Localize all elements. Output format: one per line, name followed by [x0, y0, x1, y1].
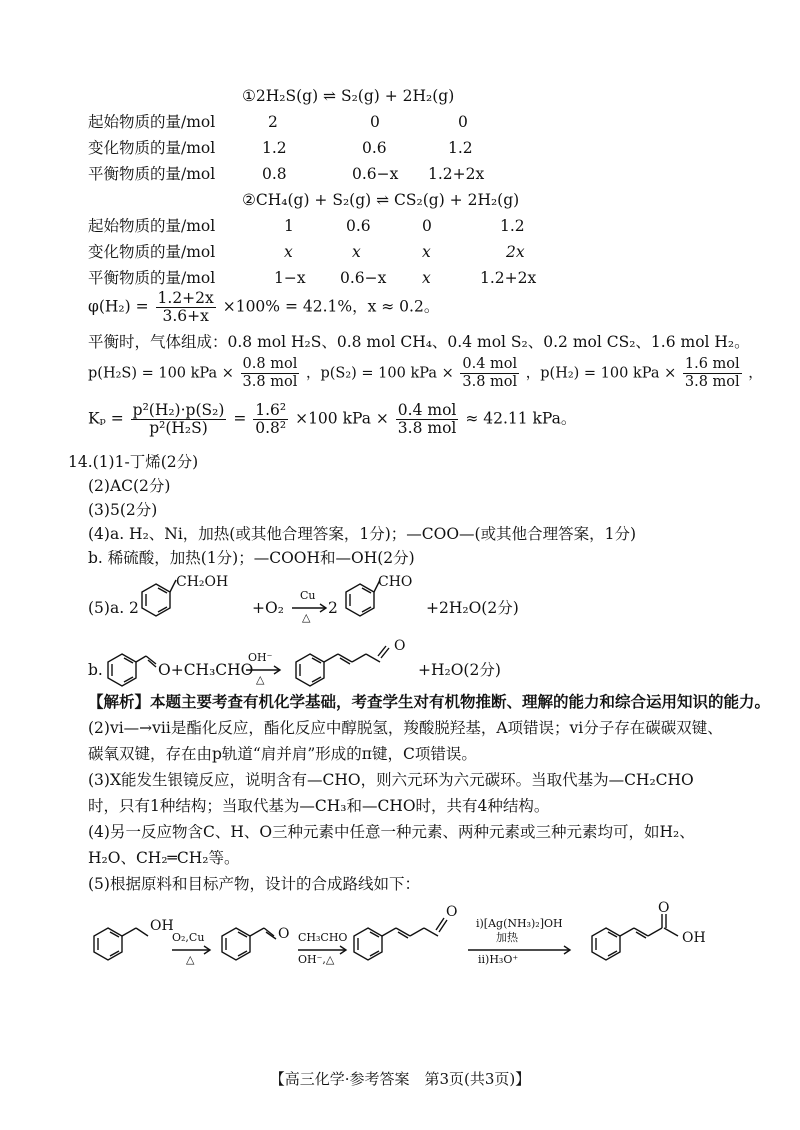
analysis-p2b: 碳氧双键，存在由p轨道“肩并肩”形成的π键，C项错误。 [88, 745, 477, 763]
p-h2-num: 1.6 mol [684, 356, 740, 372]
p-h2-lhs: ，p(H₂) = 100 kPa × [525, 365, 677, 382]
r1-row0-v3: 0 [458, 113, 468, 131]
r1-row0-v1: 2 [268, 113, 278, 131]
r2-row1-v4: 2x [506, 243, 525, 261]
route-step2-top: CH₃CHO [298, 931, 348, 944]
p-h2s-lhs: p(H₂S) = 100 kPa × [88, 365, 234, 382]
r2-row2-v4: 1.2+2x [480, 269, 537, 287]
reaction1-equation: ①2H₂S(g) ⇌ S₂(g) + 2H₂(g) [242, 87, 455, 105]
r1-row1-v1: 1.2 [262, 139, 287, 157]
r2-row1-v2: x [352, 243, 361, 261]
benzaldehyde-structure-b [104, 644, 164, 694]
p-tail: ， [748, 365, 763, 382]
phi-equation [88, 290, 439, 325]
route-o2: O [446, 904, 458, 920]
r2-row0-v1: 1 [284, 217, 294, 235]
r2-row1-v3: x [422, 243, 431, 261]
route-step3-top1: ⅰ)[Ag(NH₃)₂]OH [476, 917, 563, 930]
r1-row2-label: 平衡物质的量/mol [88, 165, 216, 183]
analysis-p4a: (4)另一反应物含C、H、O三种元素中任意一种元素、两种元素或三种元素均可，如H₂、 [88, 823, 695, 841]
r2-row0-v2: 0.6 [346, 217, 371, 235]
q14-answer-3: (3)5(2分) [88, 501, 158, 519]
r2-row0-v3: 0 [422, 217, 432, 235]
kp-f1-den: p²(H₂S) [149, 419, 208, 437]
route-benzaldehyde [216, 910, 296, 980]
q14-5b-prefix: b. [88, 661, 103, 679]
kp-f3-den: 3.8 mol [397, 419, 457, 437]
kp-mid: ×100 kPa × [295, 409, 389, 428]
r1-row2-v3: 1.2+2x [428, 165, 485, 183]
phi-den: 3.6+x [162, 307, 209, 325]
q14-5a-catalyst: Cu [300, 589, 316, 602]
q14-answer-2: (2)AC(2分) [88, 477, 171, 495]
route-o1: O [278, 926, 290, 942]
kp-lhs: Kₚ = [88, 409, 124, 428]
p-s2-den: 3.8 mol [462, 374, 518, 390]
analysis-p5: (5)根据原料和目标产物，设计的合成路线如下： [88, 875, 420, 893]
analysis-p2a: (2)ⅵ—→ⅶ是酯化反应，酯化反应中醇脱氢，羧酸脱羟基，A项错误；ⅵ分子存在碳碳双键、 [88, 719, 723, 737]
route-step3-bot: ⅱ)H₃O⁺ [478, 953, 519, 966]
kp-f2-den: 0.8² [255, 419, 287, 437]
r2-row1-label: 变化物质的量/mol [88, 243, 216, 261]
q14-5a-coef: 2 [328, 599, 338, 617]
r1-row0-label: 起始物质的量/mol [88, 113, 216, 131]
analysis-p4b: H₂O、CH₂═CH₂等。 [88, 849, 240, 867]
q14-5a-prefix: (5)a. 2 [88, 599, 139, 617]
q14-5b-heat: △ [256, 673, 265, 686]
p-h2s-den: 3.8 mol [242, 374, 298, 390]
r2-row2-v2: 0.6−x [340, 269, 387, 287]
r2-row0-label: 起始物质的量/mol [88, 217, 216, 235]
r2-row2-v1: 1−x [274, 269, 306, 287]
kp-f2-num: 1.6² [255, 401, 287, 419]
r2-row2-v3: x [422, 269, 431, 287]
pressure-equation [88, 356, 763, 391]
p-s2-num: 0.4 mol [462, 356, 518, 372]
route-step3-top2: 加热 [496, 931, 518, 944]
r1-row0-v2: 0 [370, 113, 380, 131]
p-h2s-num: 0.8 mol [242, 356, 298, 372]
phi-rhs: ×100% = 42.1%，x ≈ 0.2。 [222, 297, 440, 316]
phi-num: 1.2+2x [157, 289, 214, 307]
analysis-p3a: (3)X能发生银镜反应，说明含有—CHO，则六元环为六元碳环。当取代基为—CH₂CHO [88, 771, 694, 789]
q14-answer-4b: b. 稀硫酸，加热(1分)；—COOH和—OH(2分) [88, 549, 415, 567]
q14-5a-cho: CHO [378, 574, 413, 590]
q14-5a-tail: +2H₂O(2分) [426, 599, 519, 617]
kp-rhs: ≈ 42.11 kPa。 [465, 409, 577, 428]
analysis-heading: 【解析】本题主要考查有机化学基础，考查学生对有机物推断、理解的能力和综合运用知识的能力。 [88, 692, 771, 711]
q14-5a-heat: △ [302, 611, 311, 624]
kp-eq: = [233, 409, 247, 428]
route-oh3: OH [682, 930, 706, 946]
r1-row2-v2: 0.6−x [352, 165, 399, 183]
reaction2-equation: ②CH₄(g) + S₂(g) ⇌ CS₂(g) + 2H₂(g) [242, 191, 520, 209]
q14-5b-catalyst: OH⁻ [248, 651, 273, 664]
kp-f3-num: 0.4 mol [397, 401, 457, 419]
route-step2-bot: OH⁻,△ [298, 953, 335, 966]
q14-answer-4a: (4)a. H₂、Ni，加热(或其他合理答案，1分)；—COO—(或其他合理答案，1分) [88, 525, 636, 543]
composition-line: 平衡时，气体组成：0.8 mol H₂S、0.8 mol CH₄、0.4 mol S₂、0.2 mol CS₂、1.6 mol H₂。 [88, 333, 750, 351]
r2-row0-v4: 1.2 [500, 217, 525, 235]
q14-5b-mid: O+CH₃CHO [158, 661, 254, 679]
page-footer: 【高三化学·参考答案 第3页(共3页)】 [269, 1070, 531, 1088]
route-oh: OH [150, 918, 174, 934]
kp-f1-num: p²(H₂)·p(S₂) [132, 401, 225, 419]
route-o3: O [658, 900, 670, 916]
route-step1-bot: △ [186, 953, 195, 966]
kp-equation [88, 402, 576, 437]
cinnamaldehyde-structure [290, 632, 410, 692]
r2-row2-label: 平衡物质的量/mol [88, 269, 216, 287]
r1-row1-v2: 0.6 [362, 139, 387, 157]
q14-5a-ch2oh: CH₂OH [176, 574, 229, 590]
p-h2-den: 3.8 mol [684, 374, 740, 390]
r1-row2-v1: 0.8 [262, 165, 287, 183]
route-step1-top: O₂,Cu [172, 931, 205, 944]
r1-row1-label: 变化物质的量/mol [88, 139, 216, 157]
q14-5b-tail: +H₂O(2分) [418, 661, 501, 679]
phi-lhs: φ(H₂) = [88, 297, 149, 316]
p-s2-lhs: ，p(S₂) = 100 kPa × [305, 365, 454, 382]
analysis-p3b: 时，只有1种结构；当取代基为—CH₃和—CHO时，共有4种结构。 [88, 797, 550, 815]
q14-5b-o: O [394, 638, 406, 654]
r1-row1-v3: 1.2 [448, 139, 473, 157]
q14-answer-1: 14.(1)1-丁烯(2分) [68, 453, 199, 471]
q14-5a-plus-o2: +O₂ [252, 599, 284, 617]
r2-row1-v1: x [284, 243, 293, 261]
